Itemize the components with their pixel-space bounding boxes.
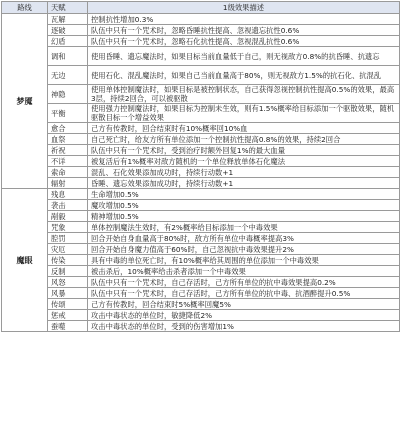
- talent-name: 神隐: [48, 85, 88, 104]
- header-route: 路线: [2, 2, 48, 14]
- talent-name: 祈祝: [48, 145, 88, 156]
- talent-name: 瓦解: [48, 14, 88, 25]
- table-row: [2, 222, 400, 233]
- table-row: [2, 156, 400, 167]
- talent-name: 无边: [48, 66, 88, 85]
- talent-effect: 单体控制魔法生效时，有2%概率给目标添加一个中毒效果: [88, 222, 400, 233]
- table-row: [2, 310, 400, 321]
- talent-name: 血祭: [48, 134, 88, 145]
- talent-effect: 攻击中毒状态的单位时，敏捷降低2%: [88, 310, 400, 321]
- talent-name: 反制: [48, 266, 88, 277]
- talent-effect: 具有中毒的单位死亡时，有10%概率给其周围的单位添加一个中毒效果: [88, 255, 400, 266]
- talent-effect: 使用昏睡、遗忘魔法时，如果目标当前血量低于自己，则无视敌方0.8%的抗昏睡、抗遗忘: [88, 47, 400, 66]
- table-row: [2, 200, 400, 211]
- talent-effect: 回合开始自身血量高于80%时，敌方所有单位中毒概率提高3%: [88, 233, 400, 244]
- talent-effect: 队伍中只有一个咒术时，自己存活时，己方所有单位的抗中毒效果提高0.2%: [88, 277, 400, 288]
- talent-effect: 队伍中只有一个咒术时，受到治疗时额外回复1%的最大血量: [88, 145, 400, 156]
- header-talent: 天赋: [48, 2, 88, 14]
- table-row: [2, 134, 400, 145]
- talent-effect: 己方有传教时，回合结束时有10%概率回10%血: [88, 123, 400, 134]
- talent-name: 愈合: [48, 123, 88, 134]
- talent-effect: 被击杀后，10%概率给击杀者添加一个中毒效果: [88, 266, 400, 277]
- talent-effect: 混乱、石化效果添加成功时，持续行动数+1: [88, 167, 400, 178]
- table-row: [2, 233, 400, 244]
- talent-name: 逐破: [48, 25, 88, 36]
- table-row: [2, 321, 400, 332]
- talent-name: 咒象: [48, 222, 88, 233]
- table-row: [2, 244, 400, 255]
- talent-name: 调和: [48, 47, 88, 66]
- talent-effect: 回合开始自身魔力值高于60%时，自己忽视抗中毒效果提升2%: [88, 244, 400, 255]
- talent-name: 不详: [48, 156, 88, 167]
- talent-name: 袭击: [48, 200, 88, 211]
- table-row: [2, 85, 400, 104]
- talent-name: 传颂: [48, 299, 88, 310]
- talent-effect: 自己死亡时，给友方所有单位添加一个控制抗性提高0.8%的效果，持续2回合: [88, 134, 400, 145]
- route-cell-moyan: 魔眼: [2, 189, 48, 332]
- table-row: [2, 66, 400, 85]
- talent-effect: 攻击中毒状态的单位时，受到的伤害增加1%: [88, 321, 400, 332]
- talent-name: 平衡: [48, 104, 88, 123]
- table-row: [2, 36, 400, 47]
- table-row: [2, 14, 400, 25]
- table-row: [2, 189, 400, 200]
- talent-effect: 使用单体控制魔法时，如果目标是被控制状态，自己获得忽视控制抗性提高0.5%的效果，最高3层，持续2回合，可以被驱散: [88, 85, 400, 104]
- talent-effect: 使用石化、混乱魔法时，如果自己当前血量高于80%，则无视敌方1.5%的抗石化、抗混乱: [88, 66, 400, 85]
- route-cell-mengyan: 梦魇: [2, 14, 48, 189]
- talent-effect: 己方有传教时，回合结束时5%概率回魔5%: [88, 299, 400, 310]
- table-row: [2, 178, 400, 189]
- talent-name: 风暴: [48, 288, 88, 299]
- talent-name: 惩戒: [48, 310, 88, 321]
- talent-effect: 生命增加0.5%: [88, 189, 400, 200]
- talent-effect: 精神增加0.5%: [88, 211, 400, 222]
- table-header-row: [2, 2, 400, 14]
- table-row: [2, 123, 400, 134]
- talent-name: 幻盾: [48, 36, 88, 47]
- talent-effect: 被复活后有1%概率对敌方随机的一个单位释放单体石化魔法: [88, 156, 400, 167]
- talent-name: 辐射: [48, 178, 88, 189]
- talent-effect: 昏睡、遗忘效果添加成功时，持续行动数+1: [88, 178, 400, 189]
- table-row: [2, 299, 400, 310]
- table-row: [2, 167, 400, 178]
- talent-name: 风怒: [48, 277, 88, 288]
- header-effect: 1级效果描述: [88, 2, 400, 14]
- table-row: [2, 255, 400, 266]
- table-row: [2, 145, 400, 156]
- talent-effect: 队伍中只有一个咒术时，忽略昏睡抗性提高、忽视遗忘抗性0.6%: [88, 25, 400, 36]
- talent-name: 残息: [48, 189, 88, 200]
- talent-effect: 使用强力控制魔法时，如果目标为控制未生效，则有1.5%概率给目标添加一个驱散效果，随机驱散目标一个增益效果: [88, 104, 400, 123]
- talent-effect: 控制抗性增加0.3%: [88, 14, 400, 25]
- table-row: [2, 104, 400, 123]
- talent-name: 腔罚: [48, 233, 88, 244]
- talent-name: 传染: [48, 255, 88, 266]
- talent-effect: 魔攻增加0.5%: [88, 200, 400, 211]
- talent-effect: 队伍中只有一个咒术时，自己存活时，己方所有单位的抗中毒、抗酒醉提升0.5%: [88, 288, 400, 299]
- table-row: [2, 211, 400, 222]
- talent-effect: 队伍中只有一个咒术时，忽略石化抗性提高、忽视混乱抗性0.6%: [88, 36, 400, 47]
- table-row: [2, 288, 400, 299]
- table-row: [2, 47, 400, 66]
- table-row: [2, 266, 400, 277]
- talent-name: 蚕噬: [48, 321, 88, 332]
- table-row: [2, 25, 400, 36]
- talent-name: 剐毅: [48, 211, 88, 222]
- talent-name: 灾厄: [48, 244, 88, 255]
- table-row: [2, 277, 400, 288]
- talent-table: [1, 1, 400, 332]
- talent-name: 索命: [48, 167, 88, 178]
